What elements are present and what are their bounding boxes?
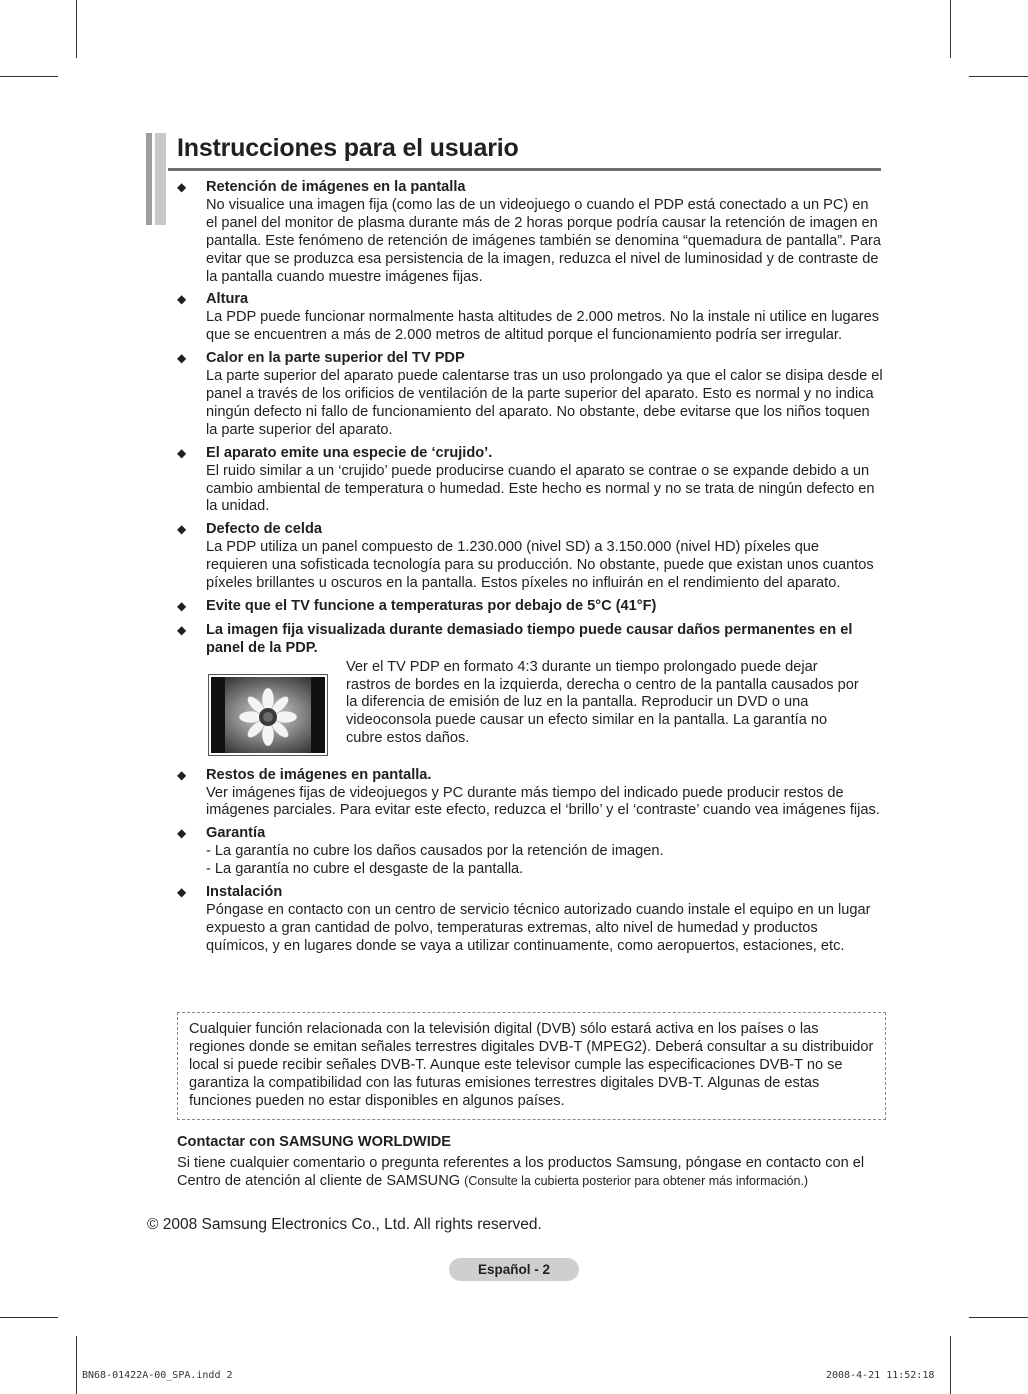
diamond-bullet-icon: ◆ xyxy=(177,885,187,900)
diamond-bullet-icon: ◆ xyxy=(177,598,187,613)
instructions-list xyxy=(177,179,883,961)
item-title: Altura xyxy=(206,291,249,308)
item-title: Instalación xyxy=(206,884,283,901)
item-title: El aparato emite una especie de ‘crujido’. xyxy=(206,444,493,461)
crop-mark xyxy=(76,0,77,58)
contact-text xyxy=(177,1155,883,1191)
item-body: La PDP puede funcionar normalmente hasta altitudes de 2.000 metros. No la instale ni utilice en lugares que se encuentren a más de 2.000 metros de altitud porque el funcionamiento podría ser irregular. xyxy=(206,309,880,344)
diamond-bullet-icon: ◆ xyxy=(177,522,187,537)
item-line: - La garantía no cubre el desgaste de la pantalla. xyxy=(206,861,524,878)
item-title: Calor en la parte superior del TV PDP xyxy=(206,350,465,367)
still-image-thumbnail xyxy=(208,674,328,756)
crop-mark xyxy=(950,0,951,58)
item-title: Defecto de celda xyxy=(206,521,322,538)
item-title: La imagen fija visualizada durante demasiado tiempo puede causar daños permanentes en el panel de la PDP. xyxy=(206,621,853,656)
item-title: Evite que el TV funcione a temperaturas por debajo de 5°C (41°F) xyxy=(206,597,657,614)
copyright: © 2008 Samsung Electronics Co., Ltd. All rights reserved. xyxy=(147,1216,542,1233)
item-body: Ver el TV PDP en formato 4:3 durante un tiempo prolongado puede dejar rastros de bordes en la izquierda, derecha o centro de la pantalla causados por la diferencia de emisión de luz en la pantalla. Reproducir un DVD o una videoconsola puede causar un efecto similar en la pantalla. La garantía no cubre estos daños. xyxy=(346,658,859,747)
item-body: Ver imágenes fijas de videojuegos y PC durante más tiempo del indicado puede producir restos de imágenes parciales. Para evitar este efecto, reduzca el ‘brillo’ y el ‘contraste’ cuando vea imágenes fijas. xyxy=(206,784,880,819)
list-item xyxy=(177,767,883,821)
diamond-bullet-icon: ◆ xyxy=(177,180,187,194)
list-item xyxy=(177,884,883,956)
list-item xyxy=(177,179,883,286)
crop-mark xyxy=(0,76,58,77)
item-title: Retención de imágenes en la pantalla xyxy=(206,179,466,195)
list-item xyxy=(177,521,883,593)
crop-mark xyxy=(76,1336,77,1394)
crop-mark xyxy=(950,1336,951,1394)
diamond-bullet-icon: ◆ xyxy=(177,351,187,366)
item-body: La parte superior del aparato puede calentarse tras un uso prolongado ya que el calor se disipa desde el panel a través de los orificios de ventilación de la parte superior del aparato. Esto es normal y no indica ningún defecto ni fallo de funcionamiento del aparato. No obstante, debe evitarse que los niños toquen la parte superior del aparato. xyxy=(206,368,883,438)
image-row xyxy=(206,659,883,762)
item-body: La PDP utiliza un panel compuesto de 1.230.000 (nivel SD) a 3.150.000 (nivel HD) píxeles que requieren una sofisticada tecnología para su producción. No obstante, puede que existan unos cuantos píxeles brillantes u oscuros en la pantalla. Estos píxeles no influirán en el rendimiento del aparato. xyxy=(206,539,874,592)
list-item xyxy=(177,445,883,517)
flower-image xyxy=(211,677,325,753)
item-title: Restos de imágenes en pantalla. xyxy=(206,766,432,783)
diamond-bullet-icon: ◆ xyxy=(177,826,187,841)
contact-note: (Consulte la cubierta posterior para obtener más información.) xyxy=(464,1173,809,1188)
diamond-bullet-icon: ◆ xyxy=(177,445,187,460)
crop-mark xyxy=(969,76,1028,77)
title-rule xyxy=(168,168,881,171)
item-body: Póngase en contacto con un centro de servicio técnico autorizado cuando instale el equipo en un lugar expuesto a gran cantidad de polvo, temperaturas extremas, alto nivel de humedad y productos químicos, y en lugares donde se vaya a utilizar continuamente, como aeropuertos, estaciones, etc. xyxy=(206,902,871,954)
crop-mark xyxy=(969,1317,1028,1318)
crop-mark xyxy=(0,1317,58,1318)
print-slug-date: 2008-4-21 11:52:18 xyxy=(826,1370,935,1381)
list-item xyxy=(177,622,883,762)
list-item xyxy=(177,350,883,440)
diamond-bullet-icon: ◆ xyxy=(177,622,187,637)
item-title: Garantía xyxy=(206,825,266,842)
list-item xyxy=(177,291,883,345)
item-body: No visualice una imagen fija (como las de un videojuego o cuando el PDP está conectado a un PC) en el panel del monitor de plasma durante más de 2 horas porque podría causar la retención de imagen en pantalla. Este fenómeno de retención de imágenes también se denomina “quemadura de pantalla”. Para evitar que se produzca esa persistencia de la imagen, reduzca el nivel de luminosidad y de contraste de la pantalla cuando muestre imágenes fijas. xyxy=(206,196,881,285)
print-slug-file: BN68-01422A-00_SPA.indd 2 xyxy=(82,1370,233,1381)
diamond-bullet-icon: ◆ xyxy=(177,767,187,782)
item-body: El ruido similar a un ‘crujido’ puede producirse cuando el aparato se contrae o se expande debido a un cambio ambiental de temperatura o humedad. Este hecho es normal y no se trata de ningún defecto en la unidad. xyxy=(206,462,875,515)
diamond-bullet-icon: ◆ xyxy=(177,292,187,307)
contact-body: Si tiene cualquier comentario o pregunta referentes a los productos Samsung, póngase en contacto con el Centro de atención al cliente de SAMSUNG xyxy=(177,1155,865,1189)
page-title: Instrucciones para el usuario xyxy=(177,134,519,162)
item-line: - La garantía no cubre los daños causados por la retención de imagen. xyxy=(206,843,664,860)
list-item xyxy=(177,825,883,879)
dvb-note-box: Cualquier función relacionada con la televisión digital (DVB) sólo estará activa en los países o las regiones donde se emitan señales terrestres digitales DVB-T (MPEG2). Deberá consultar a su distribuidor local si puede recibir señales DVB-T. Aunque este televisor cumple las especificaciones DVB-T no se garantiza la compatibilidad con las futuras emisiones terrestres digitales DVB-T. Algunas de estas funciones pueden no estar disponibles en algunos países. xyxy=(177,1012,886,1120)
contact-heading: Contactar con SAMSUNG WORLDWIDE xyxy=(177,1134,452,1150)
page-number-badge: Español - 2 xyxy=(449,1258,579,1281)
list-item xyxy=(177,598,883,616)
